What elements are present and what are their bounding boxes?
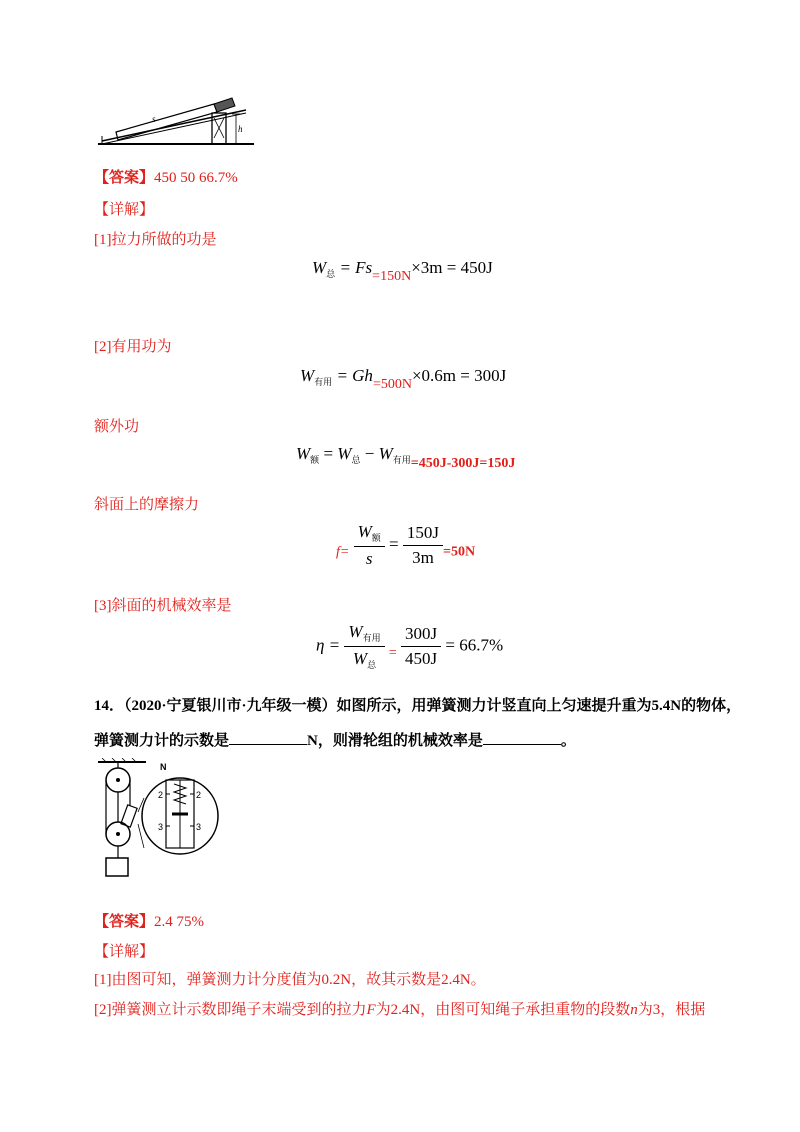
incline-figure (96, 86, 256, 150)
answer-line-1 (94, 168, 238, 188)
answer-blank-1[interactable] (229, 730, 307, 745)
step3-text: 额外功 (94, 419, 140, 435)
step4-formula: $_{f=}$ $\frac{W_额}{s}$ = $\frac{150J}{3m}$ $_{=50N}$ (336, 522, 476, 568)
scale-unit-label: N (160, 762, 167, 772)
answer-values: 450 50 66.7% (154, 170, 238, 186)
step2-formula: $W_{有用} = Gh_{=500N}\times 0.6m = 300J$ (300, 366, 507, 392)
step1-formula: $W_总 = Fs_{=150N}\times 3m = 450J$ (312, 258, 493, 284)
answer-blank-2[interactable] (483, 730, 561, 745)
step3-formula: $W_额 = W_总 - W_{有用=450J-300J=150J}$ (296, 444, 516, 471)
step2-text: [2]有用功为 (94, 339, 172, 355)
scale-tick-3-left: 3 (158, 822, 164, 832)
step5-formula: η = $\frac{W_{有用}}{W_总}$ $_=$ $\frac{300J}{450J}$ = 66.7% (316, 622, 504, 670)
explanation-1: [1]由图可知，弹簧测力计分度值为0.2N，故其示数是2.4N。 (94, 972, 486, 988)
question-source: （2020·宁夏银川市·九年级一模） (124, 698, 337, 714)
answer-tag-2: 【答案】 (94, 914, 155, 930)
answer-line-2 (94, 912, 204, 932)
explanation-2: [2]弹簧测立计示数即绳子末端受到的拉力F为2.4N，由图可知绳子承担重物的段数n为3，根据 (94, 1002, 706, 1018)
step5-text: [3]斜面的机械效率是 (94, 598, 232, 614)
scale-tick-2-right: 2 (196, 790, 202, 800)
scale-tick-3-right: 3 (196, 822, 202, 832)
question-number: 14． (94, 698, 125, 714)
question-14-line1: 14．（2020·宁夏银川市·九年级一模）如图所示，用弹簧测力计竖直向上匀速提升重为5.4N的物体， (94, 698, 742, 714)
step1-text: [1]拉力所做的功是 (94, 232, 217, 248)
pulley-figure (94, 758, 224, 882)
question-14-line2: 弹簧测力计的示数是 N，则滑轮组的机械效率是 。 (94, 730, 576, 751)
scale-tick-2-left: 2 (158, 790, 164, 800)
svg-text:h: h (238, 124, 243, 134)
svg-text:s: s (152, 114, 156, 124)
answer-tag: 【答案】 (94, 170, 155, 186)
answer-values-2: 2.4 75% (154, 914, 205, 930)
detail-tag-2: 【详解】 (94, 944, 155, 960)
step4-text: 斜面上的摩擦力 (94, 497, 200, 513)
detail-tag: 【详解】 (94, 202, 155, 218)
